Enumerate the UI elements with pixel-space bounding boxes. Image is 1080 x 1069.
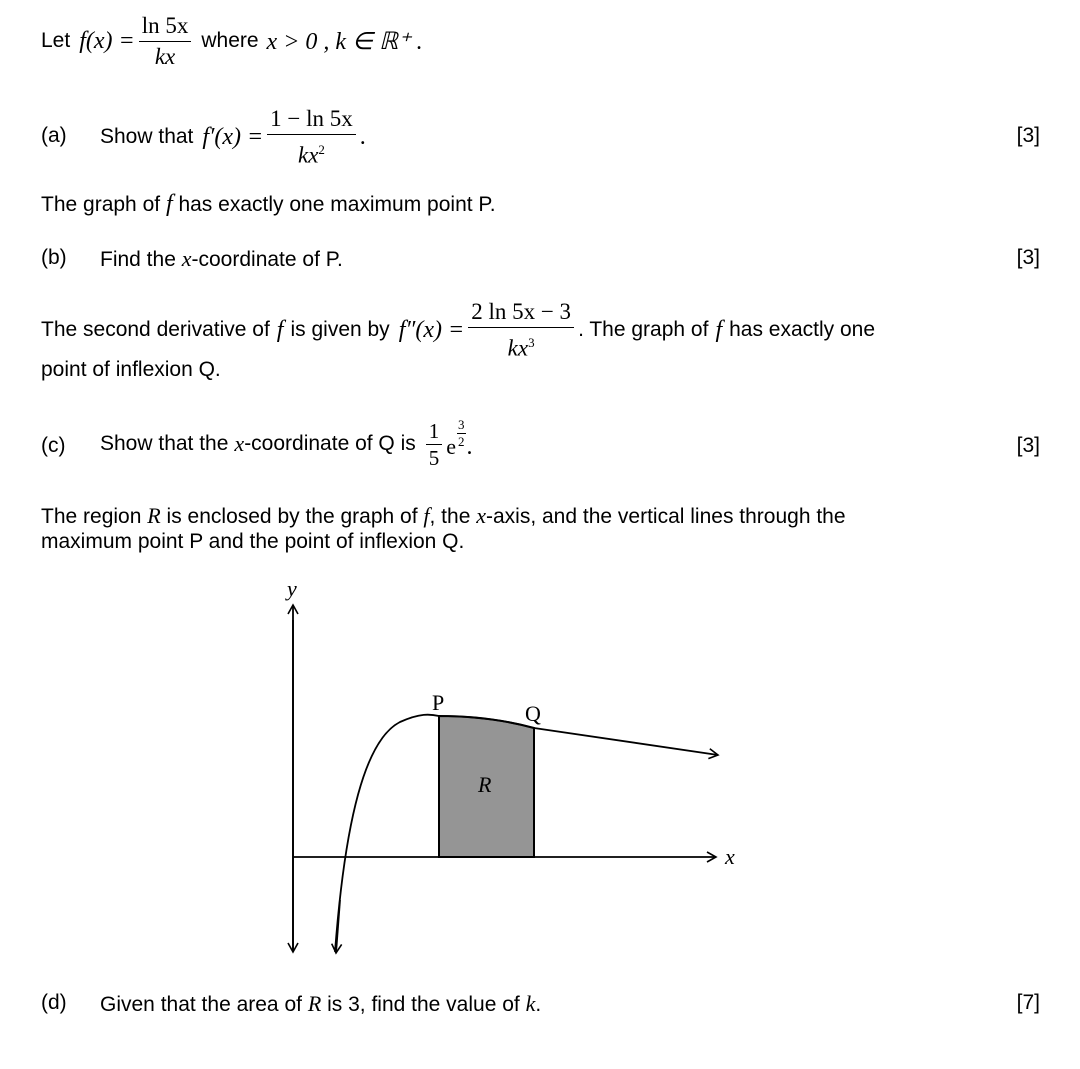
stem-max-f: f [165, 191, 173, 217]
stem-second-lhs: f″(x) = [398, 316, 465, 343]
stem-second-post: has exactly one [729, 318, 876, 341]
part-a-numerator: 1 − ln 5x [267, 106, 356, 135]
part-a-show-that: Show that [100, 125, 194, 148]
part-d-label: (d) [41, 991, 67, 1014]
region-r-label: R [478, 772, 492, 797]
stem-second-pre: The second derivative of [41, 318, 270, 341]
part-d-mid: is 3, find the value of [327, 993, 520, 1016]
part-c-marks: [3] [1016, 434, 1040, 457]
part-a-den-base: kx [298, 142, 319, 168]
part-c-label: (c) [41, 434, 66, 457]
part-b-x: x [181, 246, 192, 271]
part-d-pre: Given that the area of [100, 993, 302, 1016]
intro-f-of-x: f(x) = [79, 27, 135, 54]
stem-second-f2: f [715, 316, 723, 343]
stem-region-post: -axis, and the vertical lines through the [486, 505, 846, 528]
stem-region-R: R [147, 503, 161, 528]
part-b-post: -coordinate of P. [191, 248, 343, 271]
stem-region-line2: maximum point P and the point of inflexion Q. [41, 530, 465, 553]
part-a-label: (a) [41, 124, 67, 147]
point-q-label: Q [525, 701, 541, 726]
stem-second-numerator: 2 ln 5x − 3 [468, 299, 574, 328]
y-axis-label: y [287, 576, 297, 601]
part-a-lhs: f′(x) = [202, 123, 264, 150]
stem-region-pre: The region [41, 505, 142, 528]
part-c-end: . [466, 433, 473, 460]
part-b-label: (b) [41, 246, 67, 269]
part-c-x: x [234, 431, 245, 456]
stem-region-mid2: , the [429, 505, 471, 528]
part-d-end: . [535, 993, 542, 1016]
stem-region-mid: is enclosed by the graph of [166, 505, 418, 528]
stem-second-f: f [276, 316, 284, 343]
intro-let: Let [41, 29, 71, 52]
stem-max-post: has exactly one maximum point P. [178, 193, 496, 216]
part-c-exp-num: 3 [458, 416, 465, 432]
part-c-pre: Show that the [100, 432, 229, 455]
stem-second-den-exp: 3 [528, 334, 535, 350]
part-b-pre: Find the [100, 248, 176, 271]
stem-max-pre: The graph of [41, 193, 161, 216]
point-p-label: P [432, 690, 445, 715]
stem-second-mid: is given by [290, 318, 390, 341]
part-d-k: k [525, 991, 536, 1016]
intro-fraction-denominator: kx [154, 43, 176, 69]
part-d-R: R [307, 991, 322, 1016]
part-a-marks: [3] [1016, 124, 1040, 147]
stem-second-den-base: kx [507, 335, 529, 361]
x-axis-label: x [725, 844, 735, 869]
part-c-post: -coordinate of Q is [244, 432, 416, 455]
part-b-marks: [3] [1016, 246, 1040, 269]
intro-where: where [201, 29, 259, 52]
part-c-frac-num: 1 [426, 420, 443, 445]
stem-region-f: f [423, 503, 430, 528]
stem-second-after: . The graph of [578, 318, 709, 341]
part-c-exp-den: 2 [458, 433, 465, 449]
part-d-text [100, 991, 541, 1017]
part-c-e: e [446, 434, 457, 459]
part-d-marks: [7] [1016, 991, 1040, 1014]
intro-fraction-numerator: ln 5x [139, 13, 192, 42]
intro-conditions: x > 0 , k ∈ ℝ⁺ . [266, 28, 423, 55]
stem-region-x: x [476, 503, 486, 528]
part-c-frac-den: 5 [428, 445, 440, 470]
part-a-den-exp: 2 [318, 141, 325, 157]
part-a-end: . [359, 123, 366, 150]
stem-second-line2: point of inflexion Q. [41, 358, 221, 381]
